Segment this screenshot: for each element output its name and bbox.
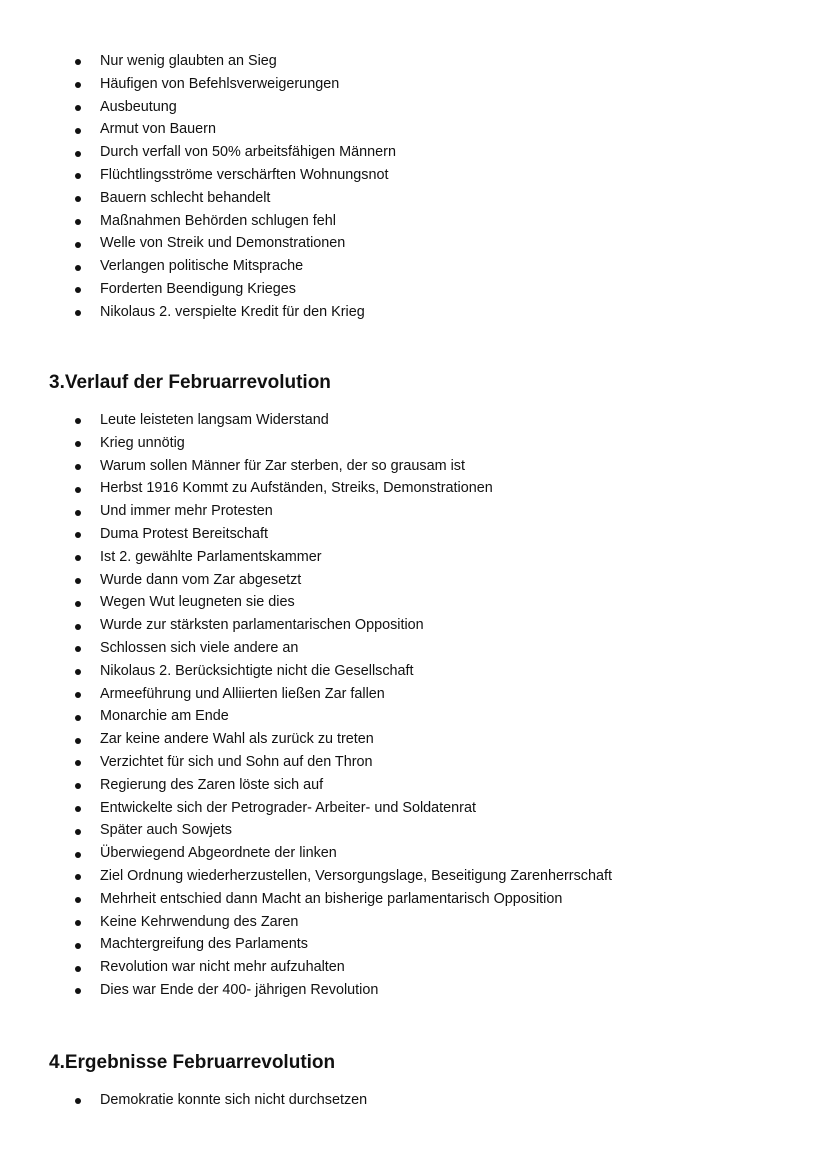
bullet-icon bbox=[75, 173, 81, 179]
list-item bbox=[74, 842, 794, 865]
list-item-text: Verlangen politische Mitsprache bbox=[100, 258, 304, 275]
bullet-icon bbox=[75, 151, 81, 157]
list-item-text: Maßnahmen Behörden schlugen fehl bbox=[100, 212, 336, 229]
bullet-icon bbox=[75, 310, 81, 316]
bullet-icon bbox=[75, 532, 81, 538]
bullet-icon bbox=[75, 715, 81, 721]
list-item-text: Leute leisteten langsam Widerstand bbox=[100, 412, 329, 428]
list-item-text: Wurde zur stärksten parlamentarischen Opposition bbox=[100, 617, 424, 634]
list-item-text: Häufigen von Befehlsverweigerungen bbox=[100, 75, 340, 92]
bullet-icon bbox=[75, 829, 81, 835]
list-item-text: Überwiegend Abgeordnete der linken bbox=[100, 845, 337, 862]
bullet-icon bbox=[75, 219, 81, 225]
list-item-text: Ziel Ordnung wiederherzustellen, Versorgungslage, Beseitigung Zarenherrschaft bbox=[100, 867, 612, 884]
bullet-icon bbox=[75, 920, 81, 926]
bullet-icon bbox=[75, 555, 81, 561]
list-item bbox=[74, 500, 794, 523]
list-item bbox=[74, 569, 794, 592]
list-item bbox=[74, 141, 794, 164]
section-heading-ergebnisse: 4.Ergebnisse Februarrevolution bbox=[49, 1052, 336, 1073]
bullet-icon bbox=[75, 510, 81, 516]
list-item-text: Welle von Streik und Demonstrationen bbox=[100, 235, 346, 252]
list-item-text: Zar keine andere Wahl als zurück zu treten bbox=[100, 731, 374, 748]
list-item-text: Duma Protest Bereitschaft bbox=[100, 525, 268, 542]
list-item bbox=[74, 728, 794, 751]
list-item bbox=[74, 614, 794, 637]
list-item bbox=[74, 210, 794, 233]
list-item-text: Flüchtlingsströme verschärften Wohnungsnot bbox=[100, 166, 389, 183]
list-item bbox=[74, 751, 794, 774]
bullet-list-ergebnisse bbox=[74, 1089, 794, 1112]
list-item bbox=[74, 956, 794, 979]
list-item bbox=[74, 819, 794, 842]
bullet-icon bbox=[75, 852, 81, 858]
bullet-icon bbox=[75, 196, 81, 202]
list-item bbox=[74, 255, 794, 278]
list-item-text: Warum sollen Männer für Zar sterben, der so grausam ist bbox=[100, 457, 465, 474]
list-item-text: Forderten Beendigung Krieges bbox=[100, 280, 297, 297]
list-item bbox=[74, 432, 794, 455]
list-item bbox=[74, 187, 794, 210]
list-item-text: Machtergreifung des Parlaments bbox=[100, 936, 308, 953]
list-item-text: Revolution war nicht mehr aufzuhalten bbox=[100, 959, 345, 976]
list-item-text: Ausbeutung bbox=[100, 98, 177, 115]
list-item bbox=[74, 73, 794, 96]
bullet-list-verlauf bbox=[74, 409, 794, 1002]
bullet-icon bbox=[75, 1098, 81, 1104]
list-item bbox=[74, 797, 794, 820]
list-item-text: Bauern schlecht behandelt bbox=[100, 189, 271, 206]
bullet-icon bbox=[75, 242, 81, 248]
list-item bbox=[74, 477, 794, 500]
list-item bbox=[74, 1089, 794, 1112]
list-item bbox=[74, 546, 794, 569]
list-item bbox=[74, 637, 794, 660]
list-item bbox=[74, 865, 794, 888]
list-item-text: Herbst 1916 Kommt zu Aufständen, Streiks, Demonstrationen bbox=[100, 480, 493, 497]
list-item-text: Nur wenig glaubten an Sieg bbox=[100, 53, 277, 69]
section-heading-verlauf: 3.Verlauf der Februarrevolution bbox=[49, 372, 331, 393]
list-item-text: Entwickelte sich der Petrograder- Arbeiter- und Soldatenrat bbox=[100, 799, 476, 816]
list-item bbox=[74, 278, 794, 301]
list-item-text: Mehrheit entschied dann Macht an bisherige parlamentarisch Opposition bbox=[100, 890, 563, 907]
list-item-text: Schlossen sich viele andere an bbox=[100, 639, 299, 656]
list-item-text: Nikolaus 2. Berücksichtigte nicht die Gesellschaft bbox=[100, 662, 414, 679]
list-item bbox=[74, 911, 794, 934]
list-item bbox=[74, 683, 794, 706]
list-item-text: Armut von Bauern bbox=[100, 121, 216, 138]
bullet-icon bbox=[75, 669, 81, 675]
bullet-icon bbox=[75, 105, 81, 111]
list-item bbox=[74, 705, 794, 728]
list-item bbox=[74, 96, 794, 119]
bullet-icon bbox=[75, 806, 81, 812]
list-item-text: Und immer mehr Protesten bbox=[100, 503, 273, 520]
list-item bbox=[74, 50, 794, 73]
bullet-icon bbox=[75, 59, 81, 65]
bullet-icon bbox=[75, 783, 81, 789]
list-item-text: Krieg unnötig bbox=[100, 434, 185, 451]
list-item-text: Durch verfall von 50% arbeitsfähigen Männern bbox=[100, 144, 396, 161]
bullet-icon bbox=[75, 441, 81, 447]
list-item bbox=[74, 888, 794, 911]
list-item-text: Regierung des Zaren löste sich auf bbox=[100, 776, 324, 793]
list-item bbox=[74, 979, 794, 1002]
list-item bbox=[74, 409, 794, 432]
bullet-icon bbox=[75, 966, 81, 972]
bullet-icon bbox=[75, 738, 81, 744]
bullet-icon bbox=[75, 82, 81, 88]
bullet-icon bbox=[75, 287, 81, 293]
bullet-icon bbox=[75, 418, 81, 424]
list-item bbox=[74, 660, 794, 683]
list-item-text: Später auch Sowjets bbox=[100, 822, 232, 839]
list-item bbox=[74, 774, 794, 797]
list-item-text: Armeeführung und Alliierten ließen Zar fallen bbox=[100, 685, 385, 702]
bullet-icon bbox=[75, 128, 81, 134]
list-item bbox=[74, 933, 794, 956]
bullet-icon bbox=[75, 897, 81, 903]
list-item-text: Monarchie am Ende bbox=[100, 708, 229, 725]
list-item bbox=[74, 301, 794, 324]
list-item-text: Nikolaus 2. verspielte Kredit für den Krieg bbox=[100, 303, 365, 320]
list-item-text: Keine Kehrwendung des Zaren bbox=[100, 913, 299, 930]
bullet-icon bbox=[75, 646, 81, 652]
bullet-icon bbox=[75, 988, 81, 994]
list-item bbox=[74, 164, 794, 187]
list-item-text: Dies war Ende der 400- jährigen Revolution bbox=[100, 981, 379, 998]
list-item bbox=[74, 591, 794, 614]
list-item bbox=[74, 232, 794, 255]
list-item-text: Demokratie konnte sich nicht durchsetzen bbox=[100, 1092, 368, 1108]
bullet-icon bbox=[75, 601, 81, 607]
bullet-icon bbox=[75, 874, 81, 880]
list-item-text: Wegen Wut leugneten sie dies bbox=[100, 594, 295, 611]
list-item-text: Wurde dann vom Zar abgesetzt bbox=[100, 571, 302, 588]
list-item bbox=[74, 455, 794, 478]
list-item bbox=[74, 523, 794, 546]
bullet-list-causes bbox=[74, 50, 794, 324]
bullet-icon bbox=[75, 265, 81, 271]
bullet-icon bbox=[75, 624, 81, 630]
bullet-icon bbox=[75, 464, 81, 470]
list-item-text: Ist 2. gewählte Parlamentskammer bbox=[100, 548, 322, 565]
bullet-icon bbox=[75, 760, 81, 766]
bullet-icon bbox=[75, 692, 81, 698]
list-item-text: Verzichtet für sich und Sohn auf den Thron bbox=[100, 753, 373, 770]
bullet-icon bbox=[75, 578, 81, 584]
bullet-icon bbox=[75, 943, 81, 949]
list-item bbox=[74, 118, 794, 141]
bullet-icon bbox=[75, 487, 81, 493]
